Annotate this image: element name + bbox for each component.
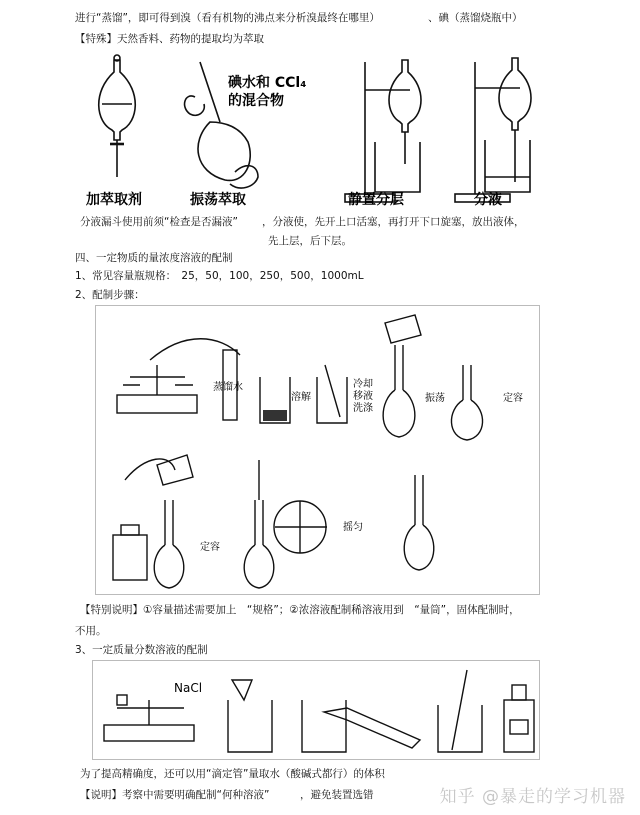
stand-1 xyxy=(345,60,421,202)
text-line-flask-sizes: 1、常见容量瓶规格： 25，50，100，250，500，1000mL xyxy=(75,270,364,282)
label-dissolve: 溶解 xyxy=(291,392,311,403)
label-water: 蒸馏水 xyxy=(213,382,243,393)
section-heading-3: 3、一定质量分数溶液的配制 xyxy=(75,644,208,656)
text-line-steps: 2、配制步骤： xyxy=(75,289,145,301)
mass-fraction-figure xyxy=(92,660,540,760)
beaker-a xyxy=(228,700,272,752)
volumetric-flask-5 xyxy=(404,475,434,570)
label-mix: 摇匀 xyxy=(343,522,363,533)
beaker-c xyxy=(438,705,482,752)
volumetric-flask-3 xyxy=(154,455,193,588)
text-line-special: 【特殊】天然香料、药物的提取均为萃取 xyxy=(75,33,264,45)
volumetric-flask-4 xyxy=(244,460,274,588)
text-line-distillation: 进行“蒸馏”，即可得到溴（看有机物的沸点来分析溴最终在哪里） xyxy=(75,12,380,24)
text-line-avoid: ，避免装置选错 xyxy=(300,789,374,801)
text-line-order: 先上层，后下层。 xyxy=(268,235,352,247)
reagent-bottle-2 xyxy=(504,685,534,752)
reagent-bottle xyxy=(113,525,147,580)
text-line-funnel-check: 分液漏斗使用前须“检查是否漏液” xyxy=(80,216,238,228)
text-line-special-note: 【特别说明】①容量描述需要加上 “规格”；②浓溶液配制稀溶液用到 “量筒”，固体配制时， xyxy=(80,604,520,616)
text-line-iodine: 、碘（蒸馏烧瓶中） xyxy=(428,12,523,24)
separatory-funnel-1 xyxy=(99,55,136,177)
text-line-not-used: 不用。 xyxy=(75,625,107,637)
text-line-burette: 为了提高精确度，还可以用“滴定管”量取水（酸碱式都行）的体积 xyxy=(80,768,385,780)
step-add-extractant: 加萃取剂 xyxy=(86,192,142,208)
label-wash: 洗涤 xyxy=(353,403,373,414)
label-cool: 冷却 xyxy=(353,379,373,390)
step-separate: 分液 xyxy=(474,192,502,208)
label-fix-2: 定容 xyxy=(200,542,220,553)
beaker-2 xyxy=(317,377,347,423)
label-transfer: 移液 xyxy=(353,391,373,402)
label-fix-1: 定容 xyxy=(503,393,523,404)
label-nacl: NaCl xyxy=(174,681,203,695)
text-line-note: 【说明】考察中需要明确配制“何种溶液” xyxy=(80,789,270,801)
volumetric-flask-1 xyxy=(383,315,421,437)
balance-2 xyxy=(104,695,194,741)
callout-text-2: 的混合物 xyxy=(228,93,284,109)
step-shake-extract: 振荡萃取 xyxy=(190,192,246,208)
balance xyxy=(117,365,197,413)
watermark: 知乎 @暴走的学习机器 xyxy=(439,787,626,807)
label-shake: 振荡 xyxy=(425,393,445,404)
section-heading-4: 四、一定物质的量浓度溶液的配制 xyxy=(75,252,233,264)
beaker-b xyxy=(302,700,346,752)
step-settle: 静置分层 xyxy=(348,192,404,208)
funnel-a xyxy=(232,680,252,700)
graduated-cylinder xyxy=(324,708,420,748)
volumetric-flask-2 xyxy=(451,365,482,440)
solution-prep-figure xyxy=(95,305,540,595)
extraction-figure xyxy=(80,52,540,212)
stand-2 xyxy=(455,58,531,202)
meniscus-zoom xyxy=(274,501,327,553)
text-line-funnel-use: ，分液使，先开上口活塞，再打开下口旋塞，放出液体， xyxy=(262,216,525,228)
callout-text-1: 碘水和 CCl₄ xyxy=(228,75,307,91)
